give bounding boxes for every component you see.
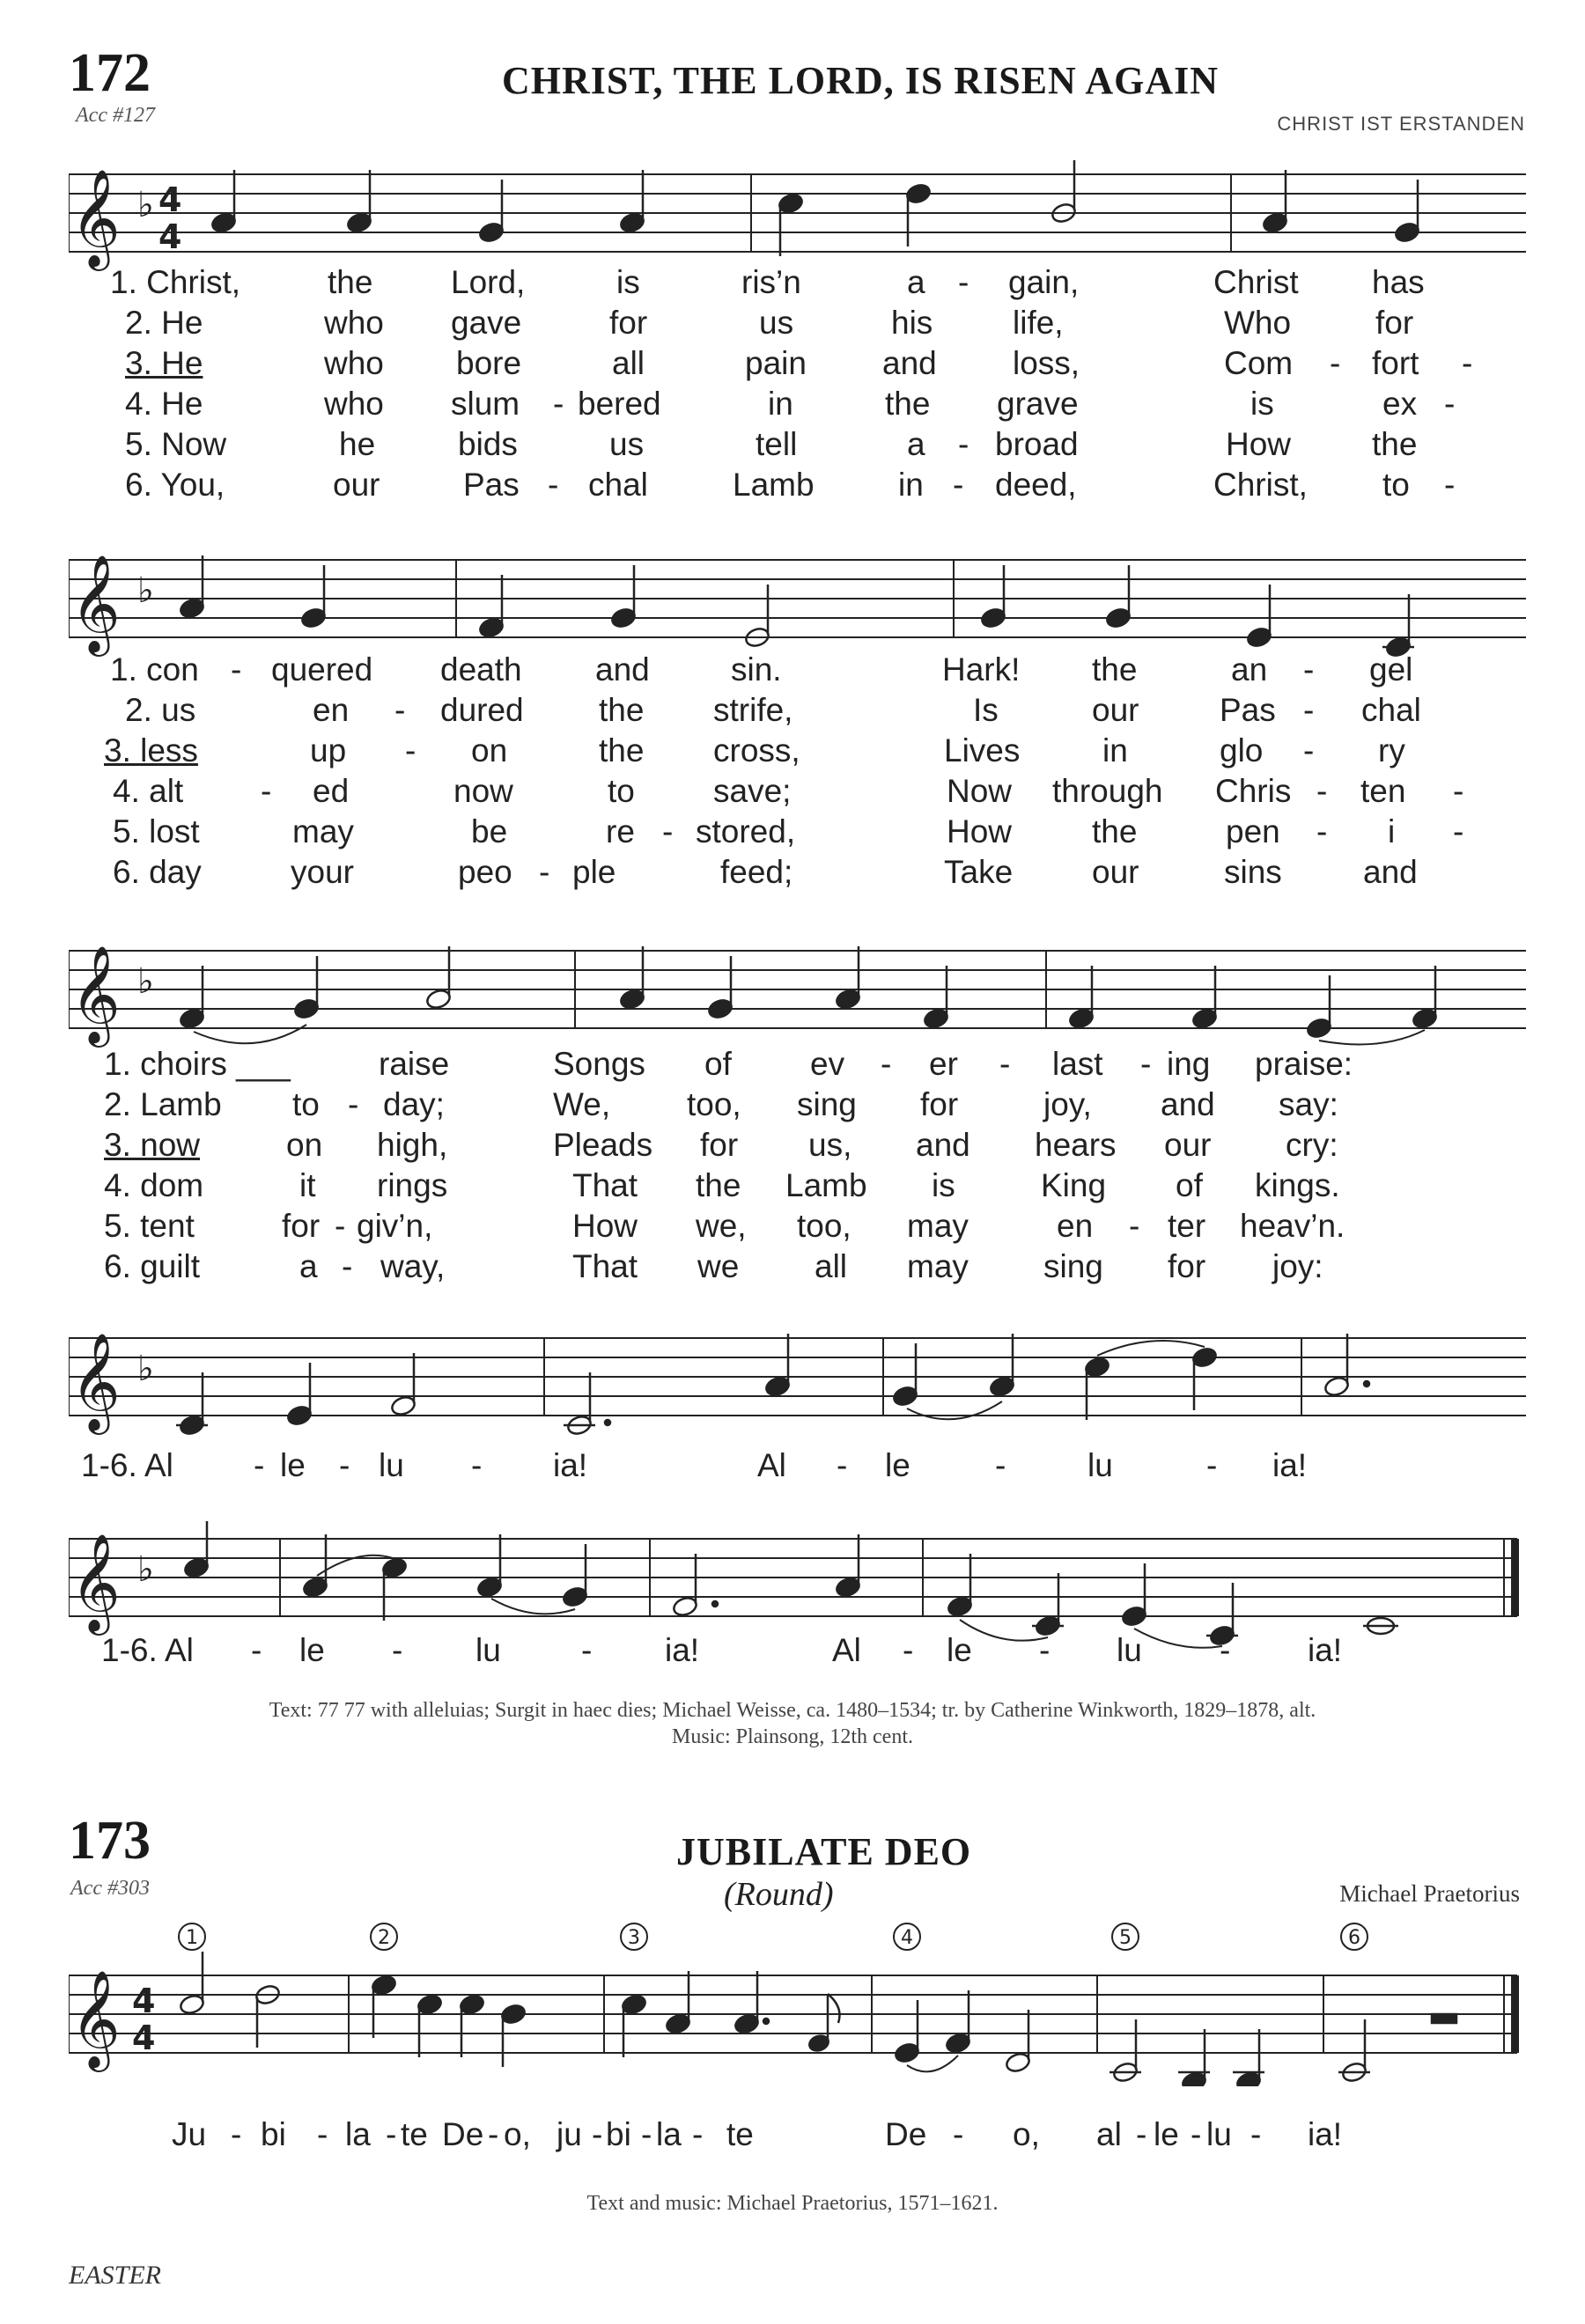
- syllable: 2. Lamb: [104, 1086, 222, 1122]
- syllable: Pas: [463, 467, 520, 503]
- syllable: and: [595, 651, 650, 688]
- syllable: That: [572, 1167, 638, 1203]
- syllable: of: [1176, 1167, 1203, 1203]
- accompaniment-number: Acc #303: [70, 1877, 150, 1900]
- syllable: giv’n,: [357, 1208, 433, 1244]
- syllable: Lamb: [785, 1167, 867, 1203]
- syllable: dured: [440, 692, 524, 728]
- syllable: o,: [1013, 2116, 1040, 2152]
- syllable: broad: [995, 426, 1079, 462]
- syllable: -: [958, 426, 969, 462]
- syllable: may: [292, 813, 354, 849]
- syllable: 1-6. Al: [101, 1632, 194, 1668]
- syllable: ten: [1360, 773, 1406, 809]
- syllable: -: [317, 2116, 328, 2152]
- syllable: praise:: [1255, 1046, 1353, 1082]
- tune-name: CHRIST IST ERSTANDEN: [1277, 113, 1525, 135]
- syllable: How: [1226, 426, 1292, 462]
- syllable: -: [1303, 651, 1315, 688]
- syllable: up: [310, 732, 347, 769]
- syllable: De: [885, 2116, 927, 2152]
- syllable: slum: [451, 386, 520, 422]
- syllable: That: [572, 1248, 638, 1284]
- syllable: -: [392, 1632, 403, 1668]
- syllable: How: [947, 813, 1013, 849]
- syllable: -: [953, 2116, 964, 2152]
- staff-system-3: [69, 933, 1526, 1048]
- syllable: bi: [606, 2116, 631, 2152]
- round-mark: 3: [628, 1927, 640, 1949]
- syllable: the: [696, 1167, 741, 1203]
- hymn-172-credit-text: Text: 77 77 with alleluias; Surgit in haec dies; Michael Weisse, ca. 1480–1534; tr. by Catherine Winkworth, 1829–1878, alt.: [269, 1699, 1316, 1722]
- syllable: -: [1444, 467, 1456, 503]
- round-mark: 1: [186, 1927, 198, 1949]
- syllable: -: [471, 1447, 483, 1483]
- syllable: for: [1168, 1248, 1206, 1284]
- syllable: too,: [797, 1208, 851, 1244]
- syllable: fort: [1372, 345, 1419, 381]
- syllable: chal: [588, 467, 648, 503]
- syllable: -: [553, 386, 564, 422]
- syllable: heav’n.: [1240, 1208, 1345, 1244]
- syllable: -: [548, 467, 559, 503]
- treble-clef-icon: 𝄞: [70, 1969, 121, 2068]
- flat-icon: ♭: [137, 1349, 154, 1389]
- syllable: en: [313, 692, 350, 728]
- svg-text:4: 4: [158, 217, 182, 256]
- syllable: la: [656, 2116, 682, 2152]
- syllable: bi: [261, 2116, 286, 2152]
- syllable: sin.: [731, 651, 782, 688]
- syllable: way,: [380, 1248, 446, 1284]
- syllable: al: [1096, 2116, 1122, 2152]
- syllable: is: [1250, 386, 1274, 422]
- syllable: kings.: [1255, 1167, 1340, 1203]
- syllable: Hark!: [942, 651, 1021, 688]
- syllable: ia!: [665, 1632, 700, 1668]
- syllable: save;: [713, 773, 792, 809]
- syllable: now: [453, 773, 513, 809]
- syllable: -: [1129, 1208, 1140, 1244]
- syllable: -: [1191, 2116, 1202, 2152]
- syllable: who: [324, 386, 384, 422]
- syllable: be: [471, 813, 508, 849]
- syllable: King: [1041, 1167, 1107, 1203]
- syllable: -: [1136, 2116, 1147, 2152]
- syllable: re: [606, 813, 635, 849]
- syllable: -: [1140, 1046, 1152, 1082]
- treble-clef-icon: 𝄞: [70, 554, 121, 652]
- hymn-title: CHRIST, THE LORD, IS RISEN AGAIN: [502, 59, 1220, 102]
- syllable: 4. He: [125, 386, 203, 422]
- syllable: grave: [997, 386, 1079, 422]
- round-mark: 5: [1119, 1927, 1132, 1949]
- syllable: lu: [379, 1447, 404, 1483]
- treble-clef-icon: 𝄞: [70, 1533, 121, 1631]
- syllable: our: [1164, 1127, 1212, 1163]
- syllable: for: [282, 1208, 321, 1244]
- syllable: gain,: [1008, 264, 1080, 300]
- syllable: -: [662, 813, 674, 849]
- syllable: -: [1444, 386, 1456, 422]
- flat-icon: ♭: [137, 961, 154, 1002]
- syllable: Who: [1224, 305, 1292, 341]
- syllable: -: [1250, 2116, 1262, 2152]
- syllable: the: [599, 732, 645, 769]
- syllable: strife,: [713, 692, 793, 728]
- syllable: -: [581, 1632, 593, 1668]
- staff-round: [69, 1919, 1526, 2086]
- syllable: 5. lost: [113, 813, 200, 849]
- syllable: Pas: [1220, 692, 1276, 728]
- syllable: joy:: [1272, 1248, 1323, 1284]
- composer: Michael Praetorius: [1339, 1880, 1520, 1907]
- syllable: who: [324, 345, 384, 381]
- syllable: -: [386, 2116, 397, 2152]
- staff-system-4: [69, 1320, 1526, 1444]
- syllable: lu: [476, 1632, 501, 1668]
- syllable: he: [339, 426, 376, 462]
- syllable: 6. You,: [125, 467, 225, 503]
- syllable: cross,: [713, 732, 800, 769]
- treble-clef-icon: 𝄞: [70, 168, 121, 267]
- syllable: through: [1052, 773, 1163, 809]
- syllable: say:: [1279, 1086, 1338, 1122]
- syllable: -: [1462, 345, 1473, 381]
- syllable: high,: [377, 1127, 448, 1163]
- syllable: 3. now: [104, 1127, 201, 1163]
- syllable: -: [953, 467, 964, 503]
- syllable: -: [1316, 813, 1328, 849]
- syllable: rings: [377, 1167, 448, 1203]
- hymn-number: 173: [69, 1811, 151, 1871]
- syllable: his: [891, 305, 933, 341]
- syllable: 5. tent: [104, 1208, 195, 1244]
- syllable: to: [1382, 467, 1410, 503]
- round-mark: 2: [378, 1927, 390, 1949]
- syllable: -: [348, 1086, 359, 1122]
- syllable: gave: [451, 305, 522, 341]
- syllable: our: [333, 467, 380, 503]
- syllable: joy,: [1043, 1086, 1092, 1122]
- syllable: and: [1161, 1086, 1215, 1122]
- syllable: who: [324, 305, 384, 341]
- syllable: 4. dom: [104, 1167, 204, 1203]
- treble-clef-icon: 𝄞: [70, 945, 121, 1043]
- syllable: day;: [383, 1086, 445, 1122]
- syllable: ia!: [1308, 1632, 1343, 1668]
- syllable: -: [405, 732, 417, 769]
- syllable: We,: [553, 1086, 611, 1122]
- syllable: ia!: [1272, 1447, 1308, 1483]
- syllable: the: [885, 386, 931, 422]
- syllable: lu: [1117, 1632, 1142, 1668]
- syllable: the: [1092, 651, 1138, 688]
- syllable: a: [299, 1248, 318, 1284]
- syllable: all: [815, 1248, 848, 1284]
- syllable: may: [907, 1208, 969, 1244]
- syllable: -: [995, 1447, 1006, 1483]
- syllable: feed;: [720, 854, 793, 890]
- syllable: -: [1206, 1447, 1218, 1483]
- syllable: le: [1154, 2116, 1179, 2152]
- syllable: te: [401, 2116, 428, 2152]
- syllable: ing: [1167, 1046, 1211, 1082]
- syllable: to: [292, 1086, 320, 1122]
- syllable: -: [1316, 773, 1328, 809]
- syllable: in: [1102, 732, 1128, 769]
- syllable: De: [442, 2116, 484, 2152]
- syllable: -: [488, 2116, 499, 2152]
- syllable: deed,: [995, 467, 1077, 503]
- syllable: a: [907, 426, 925, 462]
- syllable: all: [612, 345, 645, 381]
- syllable: Al: [832, 1632, 861, 1668]
- section-footer: EASTER: [69, 2261, 161, 2290]
- syllable: pain: [745, 345, 807, 381]
- syllable: it: [299, 1167, 316, 1203]
- syllable: le: [280, 1447, 306, 1483]
- syllable: 6. guilt: [104, 1248, 201, 1284]
- hymn-subtitle: (Round): [724, 1876, 834, 1913]
- syllable: 6. day: [113, 854, 202, 890]
- syllable: ry: [1378, 732, 1405, 769]
- syllable: te: [726, 2116, 754, 2152]
- syllable: and: [1363, 854, 1418, 890]
- syllable: How: [572, 1208, 638, 1244]
- syllable: o,: [504, 2116, 531, 2152]
- syllable: a: [907, 264, 925, 300]
- syllable: Is: [973, 692, 999, 728]
- syllable: us: [609, 426, 645, 462]
- hymn-172-credit-music: Music: Plainsong, 12th cent.: [672, 1725, 913, 1748]
- syllable: for: [609, 305, 648, 341]
- flat-icon: ♭: [137, 1549, 154, 1590]
- syllable: -: [254, 1447, 265, 1483]
- syllable: for: [1375, 305, 1414, 341]
- syllable: 2. He: [125, 305, 203, 341]
- syllable: for: [700, 1127, 739, 1163]
- syllable: ev: [810, 1046, 845, 1082]
- syllable: 1-6. Al: [81, 1447, 173, 1483]
- syllable: -: [1303, 692, 1315, 728]
- syllable: 3. He: [125, 345, 203, 381]
- syllable: -: [1453, 813, 1464, 849]
- syllable: ter: [1168, 1208, 1206, 1244]
- syllable: Al: [757, 1447, 786, 1483]
- syllable: -: [339, 1447, 350, 1483]
- flat-icon: ♭: [137, 570, 154, 611]
- syllable: ju: [557, 2116, 582, 2152]
- staff-system-1: [69, 157, 1526, 271]
- syllable: -: [261, 773, 272, 809]
- syllable: 4. alt: [113, 773, 184, 809]
- syllable: 2. us: [125, 692, 196, 728]
- syllable: ia!: [1308, 2116, 1343, 2152]
- syllable: hears: [1035, 1127, 1117, 1163]
- syllable: -: [999, 1046, 1011, 1082]
- syllable: 3. less: [104, 732, 198, 769]
- syllable: Christ: [1213, 264, 1299, 300]
- hymn-title: JUBILATE DEO: [676, 1830, 972, 1873]
- syllable: -: [335, 1208, 346, 1244]
- syllable: death: [440, 651, 522, 688]
- syllable: glo: [1220, 732, 1264, 769]
- syllable: -: [1303, 732, 1315, 769]
- syllable: gel: [1369, 651, 1413, 688]
- accompaniment-number: Acc #127: [76, 104, 155, 127]
- syllable: your: [291, 854, 354, 890]
- syllable: an: [1231, 651, 1268, 688]
- syllable: lu: [1206, 2116, 1232, 2152]
- syllable: Chris: [1215, 773, 1292, 809]
- syllable: -: [903, 1632, 914, 1668]
- staff-system-2: [69, 542, 1526, 657]
- syllable: en: [1057, 1208, 1094, 1244]
- syllable: -: [958, 264, 969, 300]
- syllable: -: [251, 1632, 262, 1668]
- syllable: -: [641, 2116, 652, 2152]
- syllable: Pleads: [553, 1127, 653, 1163]
- syllable: us,: [808, 1127, 852, 1163]
- syllable: 1. choirs ___: [104, 1046, 291, 1082]
- syllable: -: [1453, 773, 1464, 809]
- syllable: has: [1372, 264, 1425, 300]
- syllable: Com: [1224, 345, 1294, 381]
- syllable: Lives: [944, 732, 1021, 769]
- syllable: -: [539, 854, 550, 890]
- flat-icon: ♭: [137, 185, 154, 225]
- syllable: bids: [458, 426, 518, 462]
- syllable: -: [342, 1248, 353, 1284]
- syllable: ris’n: [741, 264, 801, 300]
- syllable: Lord,: [451, 264, 526, 300]
- syllable: -: [1330, 345, 1341, 381]
- syllable: -: [881, 1046, 892, 1082]
- syllable: sins: [1224, 854, 1282, 890]
- syllable: on: [286, 1127, 323, 1163]
- syllable: -: [394, 692, 406, 728]
- syllable: is: [932, 1167, 955, 1203]
- syllable: er: [929, 1046, 958, 1082]
- syllable: the: [1372, 426, 1418, 462]
- syllable: Ju: [172, 2116, 207, 2152]
- syllable: is: [616, 264, 640, 300]
- syllable: loss,: [1013, 345, 1080, 381]
- syllable: cry:: [1286, 1127, 1338, 1163]
- syllable: Songs: [553, 1046, 645, 1082]
- syllable: quered: [271, 651, 373, 688]
- syllable: us: [759, 305, 794, 341]
- syllable: and: [916, 1127, 970, 1163]
- syllable: lu: [1087, 1447, 1113, 1483]
- syllable: pen: [1226, 813, 1280, 849]
- syllable: Christ,: [1213, 467, 1308, 503]
- round-mark: 4: [901, 1927, 913, 1949]
- syllable: the: [599, 692, 645, 728]
- syllable: -: [592, 2116, 603, 2152]
- syllable: le: [885, 1447, 910, 1483]
- syllable: 1. con: [110, 651, 199, 688]
- syllable: the: [328, 264, 373, 300]
- syllable: peo: [458, 854, 512, 890]
- syllable: Now: [947, 773, 1013, 809]
- syllable: -: [1039, 1632, 1051, 1668]
- svg-text:4: 4: [132, 2019, 156, 2057]
- syllable: ed: [313, 773, 350, 809]
- syllable: we: [697, 1248, 740, 1284]
- syllable: le: [947, 1632, 972, 1668]
- syllable: last: [1052, 1046, 1103, 1082]
- syllable: ia!: [553, 1447, 588, 1483]
- syllable: sing: [797, 1086, 857, 1122]
- syllable: i: [1388, 813, 1396, 849]
- syllable: life,: [1013, 305, 1064, 341]
- syllable: le: [299, 1632, 325, 1668]
- hymn-173-credit: Text and music: Michael Praetorius, 1571–1621.: [586, 2192, 999, 2215]
- syllable: tell: [756, 426, 798, 462]
- round-mark: 6: [1348, 1927, 1360, 1949]
- syllable: on: [471, 732, 508, 769]
- hymn-number: 172: [69, 43, 151, 103]
- svg-text:4: 4: [158, 180, 182, 219]
- syllable: 1. Christ,: [110, 264, 241, 300]
- syllable: raise: [379, 1046, 450, 1082]
- treble-clef-icon: 𝄞: [70, 1332, 121, 1430]
- syllable: bore: [456, 345, 522, 381]
- syllable: and: [882, 345, 937, 381]
- syllable: our: [1092, 854, 1139, 890]
- syllable: -: [231, 2116, 242, 2152]
- syllable: to: [608, 773, 635, 809]
- svg-text:4: 4: [132, 1982, 156, 2020]
- syllable: of: [704, 1046, 732, 1082]
- syllable: our: [1092, 692, 1139, 728]
- syllable: -: [1220, 1632, 1231, 1668]
- syllable: -: [231, 651, 242, 688]
- syllable: 5. Now: [125, 426, 227, 462]
- syllable: Take: [944, 854, 1014, 890]
- syllable: for: [920, 1086, 959, 1122]
- syllable: we,: [696, 1208, 747, 1244]
- syllable: too,: [687, 1086, 741, 1122]
- syllable: -: [837, 1447, 848, 1483]
- syllable: may: [907, 1248, 969, 1284]
- syllable: in: [768, 386, 793, 422]
- syllable: ple: [572, 854, 616, 890]
- syllable: la: [345, 2116, 371, 2152]
- syllable: in: [898, 467, 924, 503]
- syllable: Lamb: [733, 467, 815, 503]
- syllable: ex: [1382, 386, 1418, 422]
- syllable: bered: [578, 386, 661, 422]
- syllable: chal: [1361, 692, 1421, 728]
- syllable: the: [1092, 813, 1138, 849]
- syllable: sing: [1043, 1248, 1103, 1284]
- syllable: stored,: [696, 813, 796, 849]
- syllable: -: [692, 2116, 704, 2152]
